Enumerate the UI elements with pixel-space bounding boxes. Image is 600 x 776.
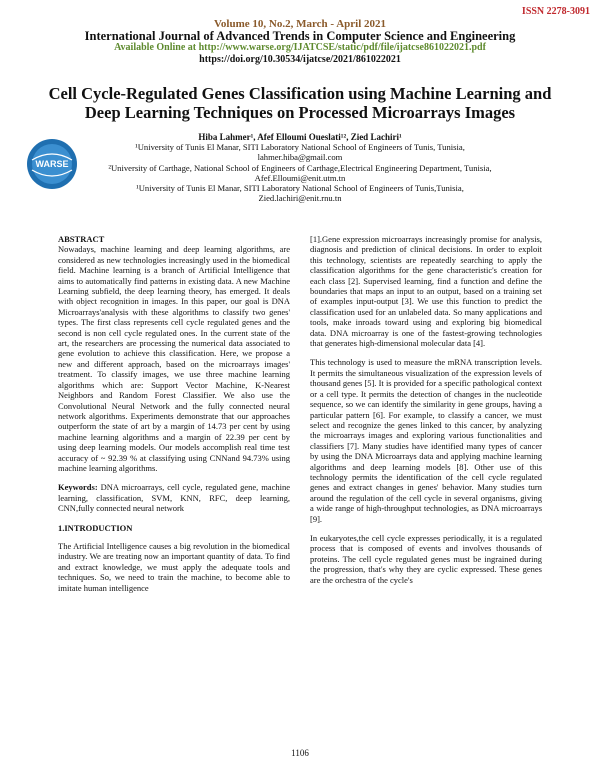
- right-paragraph-1: [1].Gene expression microarrays increasingly promise for analysis, diagnosis and prediction of clinical decisions. In order to exploit this technology, scientists are repeatedly searching to apply the classification algorithms for the gene characteristic's creation for each class [2]. Supervised learning, find a function and define the boundaries that maps an input to an output, based on a training set of examples input-output [3]. We use this function to predict the classification used for an unlabeled data. So many applications and tools, make inroads toward using and exploring big biomedical data. DNA microarray is one of the fastest-growing technologies that generates high-dimensional molecular data [4].: [310, 234, 542, 349]
- abstract-heading: ABSTRACT: [58, 234, 105, 244]
- author-names: Hiba Lahmer¹, Afef Elloumi Oueslati¹², Zied Lachiri¹: [198, 132, 402, 142]
- journal-title: International Journal of Advanced Trends in Computer Science and Engineering: [84, 29, 516, 43]
- email-2: Afef.Elloumi@enit.utm.tn: [254, 172, 346, 183]
- introduction-text: The Artificial Intelligence causes a big revolution in the biomedical industry. We are treating now an important quantity of data. To find and extract knowledge, we must apply the adequate tools and techniques. So, we need to train the machine, to become able to imitate human intelligence: [58, 540, 290, 593]
- doi-link[interactable]: https://doi.org/10.30534/ijatcse/2021/861022021: [199, 54, 401, 65]
- page-number: 1106: [291, 748, 309, 758]
- affiliation-1: ¹University of Tunis El Manar, SITI Laboratory National School of Engineers of Tunis, Tunisia,: [135, 142, 465, 153]
- logo-text: WARSE: [35, 159, 69, 169]
- right-paragraph-2: This technology is used to measure the mRNA transcription levels. It permits the simultaneous visualization of the expression levels of thousand genes [5]. It is provided for a specific pathological context or a cell type. It permits the detection of changes in the nucleotide sequence, so we can identify the similarity in gene groups, having a particular pattern [6]. For example, to classify a cancer, we must select and recognize the genes linked to this cancer, by analyzing the microarrays images and exploring various functionalities and classifiers [7]. Many studies have identified many types of cancer by using the DNA Microarrays data and applying machine learning algorithms and deep learning models [8]. Other use of this technology permits the identification of the cell cycle regulated genes and extract changes in genes' behavior. Many studies turn around the regulation of the cell cycle in several organisms, giving a wide range of high-throughput technologies, as DNA microarrays [9].: [310, 357, 542, 524]
- right-paragraph-3: In eukaryotes,the cell cycle expresses periodically, it is a regulated process that is composed of events and involves thousands of proteins. The cell cycle regulated genes must be ingrained during the progression, that's why they are cyclic expressed. These genes are the orchestra of the cycle's: [310, 532, 542, 585]
- right-column: [310, 234, 542, 594]
- keywords-label: Keywords:: [58, 482, 98, 493]
- left-column: [58, 234, 290, 602]
- volume-info: Volume 10, No.2, March - April 2021: [213, 18, 387, 30]
- journal-masthead: [0, 18, 600, 66]
- introduction-heading: 1.INTRODUCTION: [58, 522, 133, 533]
- online-link[interactable]: Available Online at http://www.warse.org/IJATCSE/static/pdf/file/ijatcse861022021.pdf: [114, 42, 486, 53]
- author-block: [0, 132, 600, 203]
- abstract-text: Nowadays, machine learning and deep learning algorithms, are considered as new technologies increasingly used in the biomedical field. Machine learning is a branch of Artificial Intelligence that aims to automatically find patterns in existing data. A new Machine Learning subfield, the deep learning theory, has emerged. It deals with object recognition in images. In this paper, our goal is DNA Microarrays'analysis with these algorithms to classify two genes' types. The first class represents cell cycle regulated genes and the second is non cell cycle regulated ones. In the current state of the art, the researchers are processing the numerical data associated to gene evolution to achieve this classification. Here, we propose a new and different approach, based on the microarrays images' treatment. To classify images, we use three machine learning algorithms which are: Support Vector Machine, K-Nearest Neighbors and Random Forest Classifier. We also use the Convolutional Neural Network and the fully connected neural network algorithms. Experiments demonstrate that our approaches outperform the state of art by a margin of 14.73 per cent by using machine learning algorithms and a margin of 22.39 per cent by using deep learning models. Our models accomplish real time test accuracy of ~ 92.39 % at classifying using CNNand 94.73% using machine learning algorithms.: [58, 244, 290, 473]
- keywords-paragraph: [58, 482, 290, 513]
- keywords-text: DNA microarrays, cell cycle, regulated gene, machine learning, classification, SVM, KNN, RFC, deep learning, CNN,fully connected neural network: [58, 482, 290, 514]
- issn-label: ISSN 2278-3091: [521, 6, 590, 17]
- affiliation-3: ¹University of Tunis El Manar, SITI Laboratory National School of Engineers of Tunis,Tunisia,: [136, 183, 464, 194]
- affiliation-2: ²University of Carthage, National School of Engineers of Carthage,Electrical Engineering Department, Tunisia,: [108, 162, 492, 173]
- email-3: Zied.lachiri@enit.rnu.tn: [258, 193, 342, 204]
- email-1: lahmer.hiba@gmail.com: [257, 152, 343, 163]
- paper-title: Cell Cycle-Regulated Genes Classification using Machine Learning and Deep Learning Techniques on Processed Microarrays Images: [48, 84, 552, 122]
